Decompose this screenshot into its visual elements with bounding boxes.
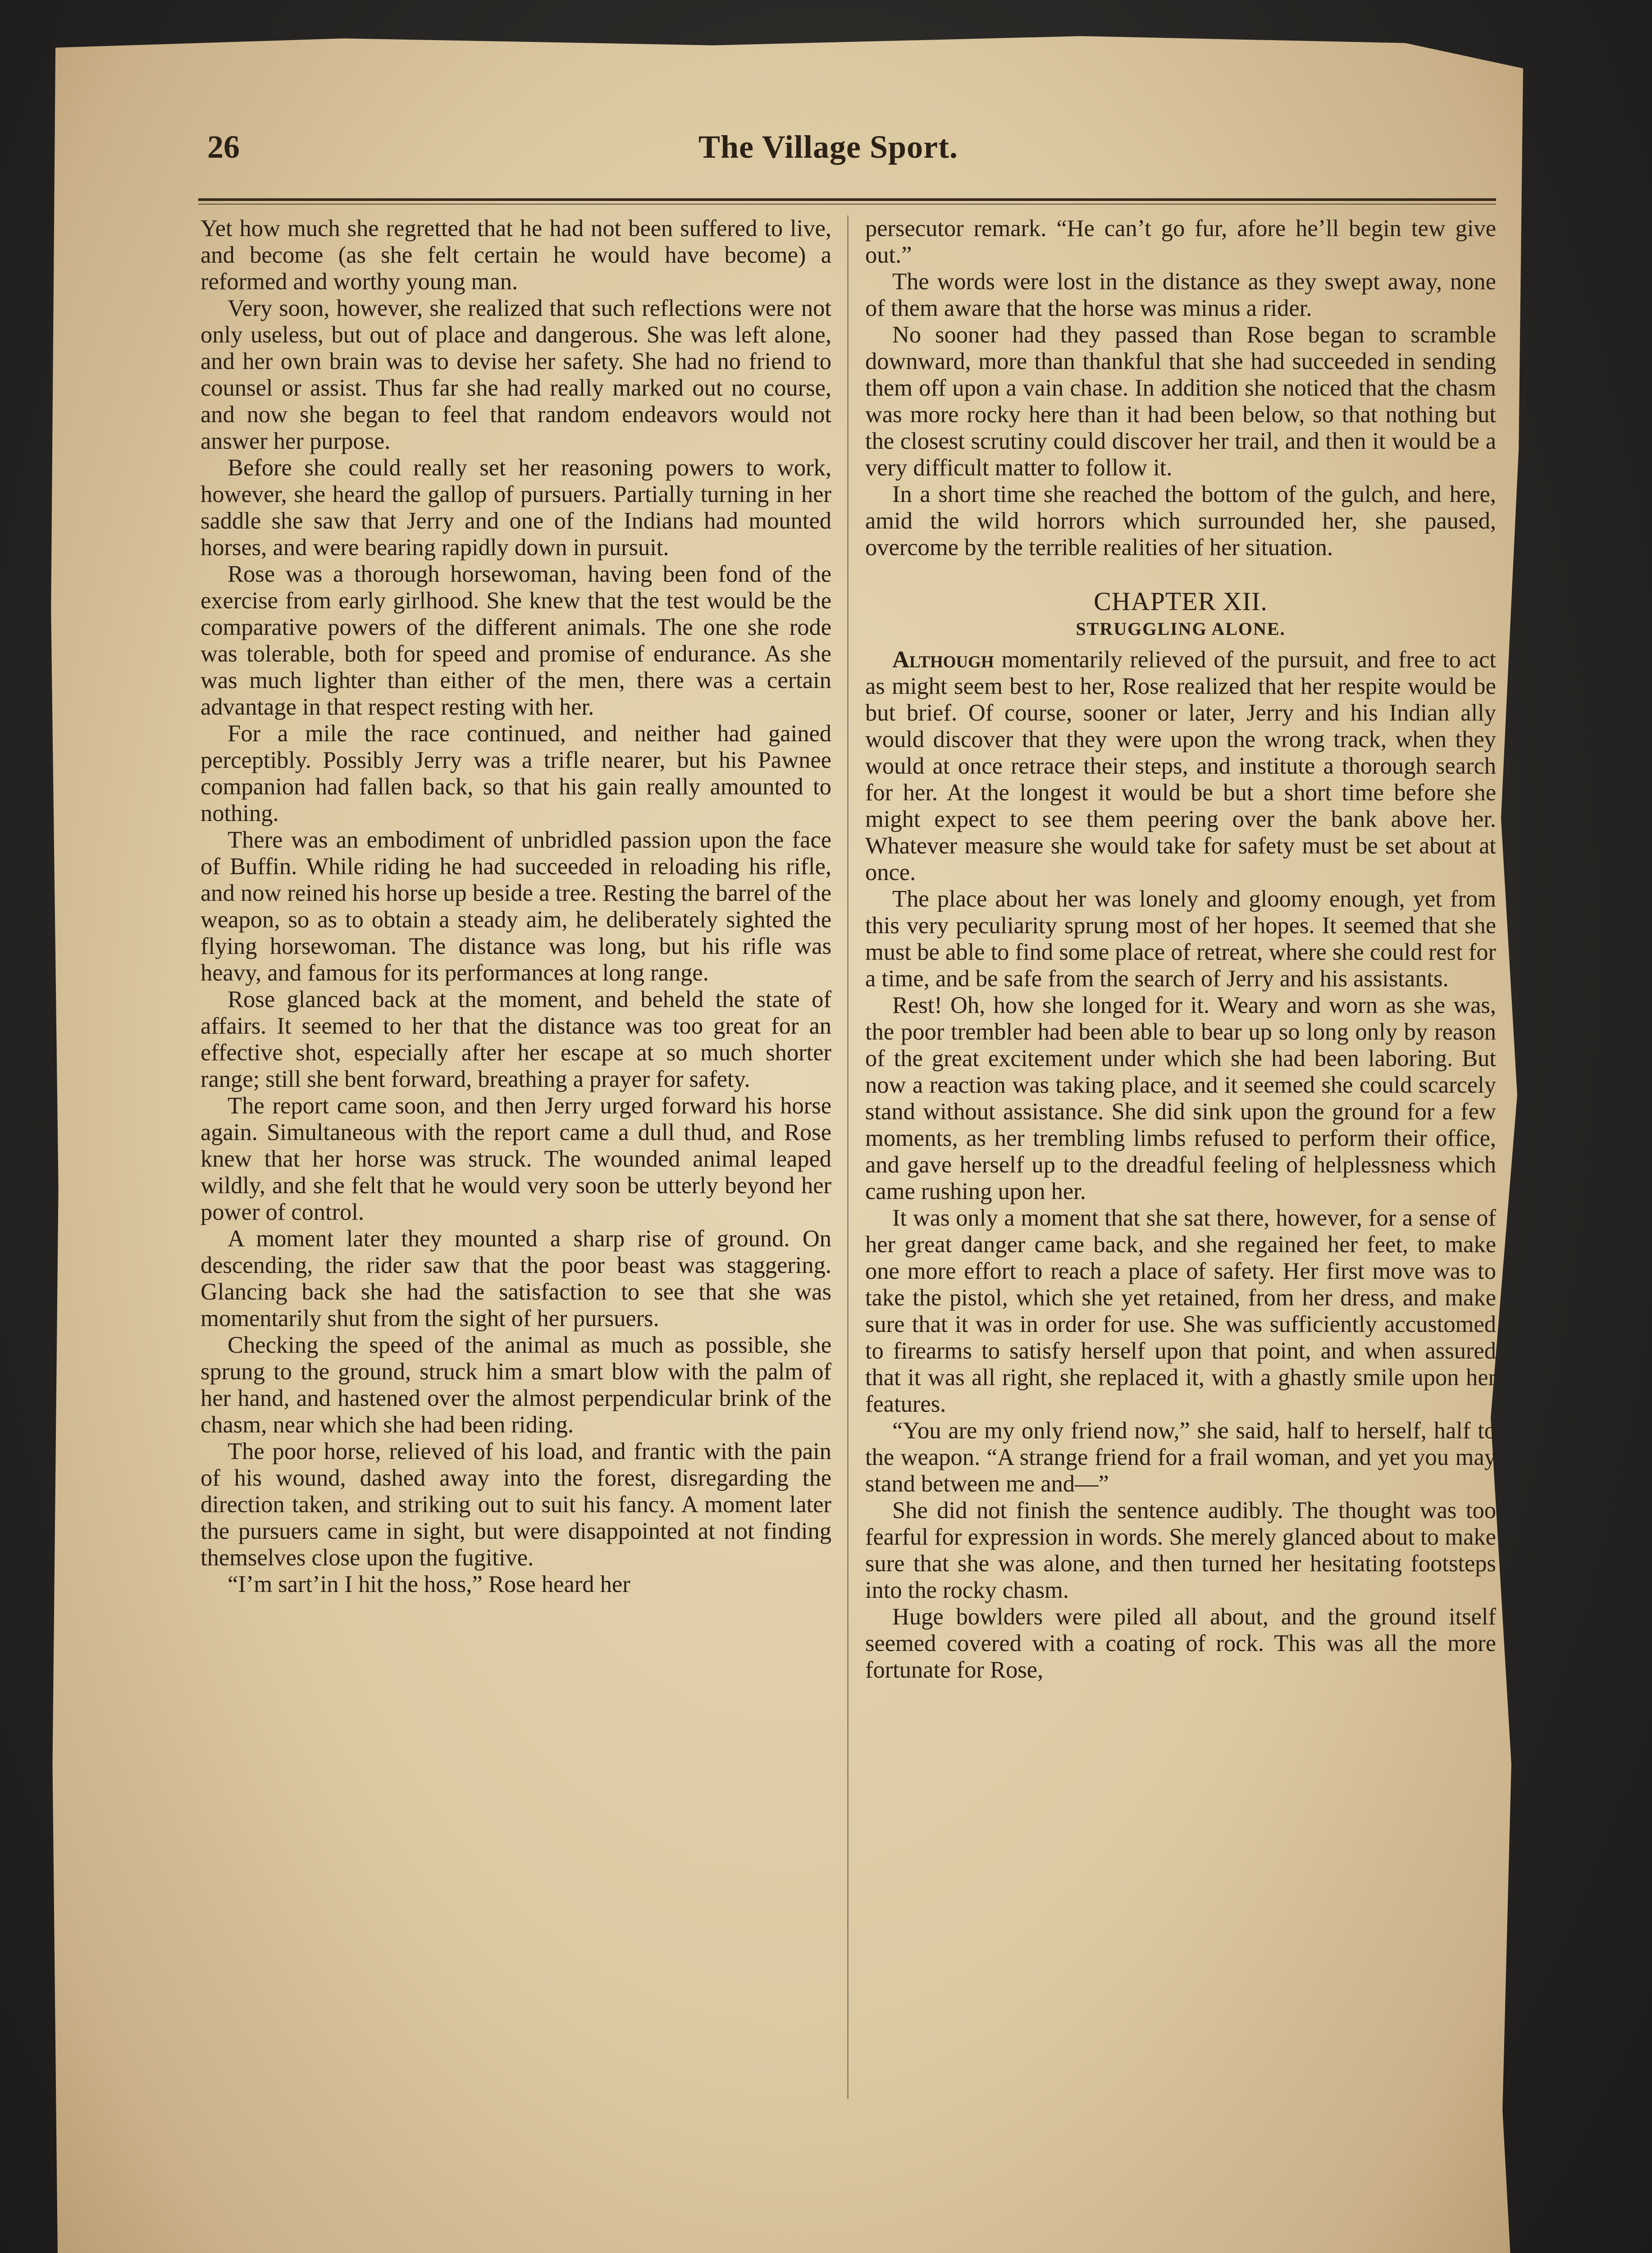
page-header [207,128,1501,196]
paragraph: Rose was a thorough horsewoman, having been fond of the exercise from early girlhood. She knew that the test would be the comparative powers of the different animals. The one she rode was tolerable, both for speed and promise of endurance. As she was much lighter than either of the men, there was a certain advantage in that respect resting with her. [201,561,831,720]
chapter-subtitle: STRUGGLING ALONE. [1076,619,1286,639]
paragraph: No sooner had they passed than Rose began to scramble downward, more than thankful that she had succeeded in sending them off upon a vain chase. In addition she noticed that the chasm was more rocky here than it had been below, so that nothing but the closest scrutiny could discover her trail, and then it would be a very difficult matter to follow it. [865,322,1496,481]
paragraph: Very soon, however, she realized that such reflections were not only useless, but out of place and dangerous. She was left alone, and her own brain was to devise her safety. She had no friend to counsel or assist. Thus far she had really marked out no course, and now she began to feel that random endeavors would not answer her purpose. [201,295,831,454]
paragraph: In a short time she reached the bottom of the gulch, and here, amid the wild horrors which surrounded her, she paused, overcome by the terrible realities of her situation. [865,481,1496,561]
paragraph: The poor horse, relieved of his load, and frantic with the pain of his wound, dashed away into the forest, disregarding the direction taken, and striking out to suit his fancy. A moment later the pursuers came in sight, but were disappointed at not finding themselves close upon the fugitive. [201,1438,831,1571]
paragraph: Huge bowlders were piled all about, and the ground itself seemed covered with a coating of rock. This was all the more fortunate for Rose, [865,1604,1496,1683]
right-column [865,215,1496,2117]
column-divider [847,215,849,2099]
paragraph: The report came soon, and then Jerry urged forward his horse again. Simultaneous with the report came a dull thud, and Rose knew that her horse was struck. The wounded animal leaped wildly, and she felt that he would very soon be utterly beyond her power of control. [201,1093,831,1225]
paragraph-text: momentarily relieved of the pursuit, and free to act as might seem best to her, Rose realized that her respite would be but brief. Of course, sooner or later, Jerry and his Indian ally would discover that they were upon the wrong track, when they would at once retrace their steps, and institute a thorough search for her. At the longest it would be but a short time before she might expect to see them peering over the bank above her. Whatever measure she would take for safety must be set about at once. [865,647,1496,885]
drop-word: Although [892,647,994,673]
page-number: 26 [207,129,240,165]
header-rule-thin [198,204,1496,205]
chapter-heading: CHAPTER XII. [1094,587,1268,616]
paragraph: There was an embodiment of unbridled passion upon the face of Buffin. While riding he had succeeded in reloading his rifle, and now reined his horse up beside a tree. Resting the barrel of the weapon, so as to obtain a steady aim, he deliberately sighted the flying horsewoman. The distance was long, but his rifle was heavy, and famous for its performances at long range. [201,827,831,986]
paragraph: For a mile the race continued, and neither had gained perceptibly. Possibly Jerry was a trifle nearer, but his Pawnee companion had fallen back, so that his gain really amounted to nothing. [201,721,831,826]
paragraph: She did not finish the sentence audibly. The thought was too fearful for expression in words. She merely glanced about to make sure that she was alone, and then turned her hesitating footsteps into the rocky chasm. [865,1497,1496,1603]
paragraph: The place about her was lonely and gloomy enough, yet from this very peculiarity sprung most of her hopes. It seemed that she must be able to find some place of retreat, where she could rest for a time, and be safe from the search of Jerry and his assistants. [865,886,1496,992]
paragraph: Yet how much she regretted that he had not been suffered to live, and become (as she felt certain he would have become) a reformed and worthy young man. [201,215,831,295]
paragraph: “I’m sart’in I hit the hoss,” Rose heard her [228,1571,630,1597]
left-column [201,215,831,2117]
paragraph: “You are my only friend now,” she said, half to herself, half to the weapon. “A strange friend for a frail woman, and yet you may stand between me and—” [865,1418,1496,1497]
paragraph: Checking the speed of the animal as much as possible, she sprung to the ground, struck him a smart blow with the palm of her hand, and hastened over the almost perpendicular brink of the chasm, near which she had been riding. [201,1332,831,1438]
paragraph: persecutor remark. “He can’t go fur, afore he’ll begin tew give out.” [865,215,1496,268]
paragraph: A moment later they mounted a sharp rise of ground. On descending, the rider saw that the poor beast was staggering. Glancing back she had the satisfaction to see that she was momentarily shut from the sight of her pursuers. [201,1226,831,1332]
page-title: The Village Sport. [698,129,958,165]
chapter-first-paragraph [865,647,1496,886]
paragraph: The words were lost in the distance as they swept away, none of them aware that the horse was minus a rider. [865,269,1496,321]
header-rule [198,198,1496,201]
paragraph: Before she could really set her reasoning powers to work, however, she heard the gallop of pursuers. Partially turning in her saddle she saw that Jerry and one of the Indians had mounted horses, and were bearing rapidly down in pursuit. [201,455,831,561]
paragraph: It was only a moment that she sat there, however, for a sense of her great danger came back, and she regained her feet, to make one more effort to reach a place of safety. Her first move was to take the pistol, which she yet retained, from her dress, and make sure that it was in order for use. She was sufficiently accustomed to firearms to satisfy herself upon that point, and when assured that it was all right, she replaced it, with a ghastly smile upon her features. [865,1205,1496,1417]
paragraph: Rest! Oh, how she longed for it. Weary and worn as she was, the poor trembler had been able to bear up so long only by reason of the great excitement under which she had been laboring. But now a reaction was taking place, and it seemed she could scarcely stand without assistance. She did sink upon the ground for a few moments, as her trembling limbs refused to perform their office, and gave herself up to the dreadful feeling of helplessness which came rushing upon her. [865,992,1496,1204]
paragraph: Rose glanced back at the moment, and beheld the state of affairs. It seemed to her that the distance was too great for an effective shot, especially after her escape at so much shorter range; still she bent forward, breathing a prayer for safety. [201,986,831,1092]
